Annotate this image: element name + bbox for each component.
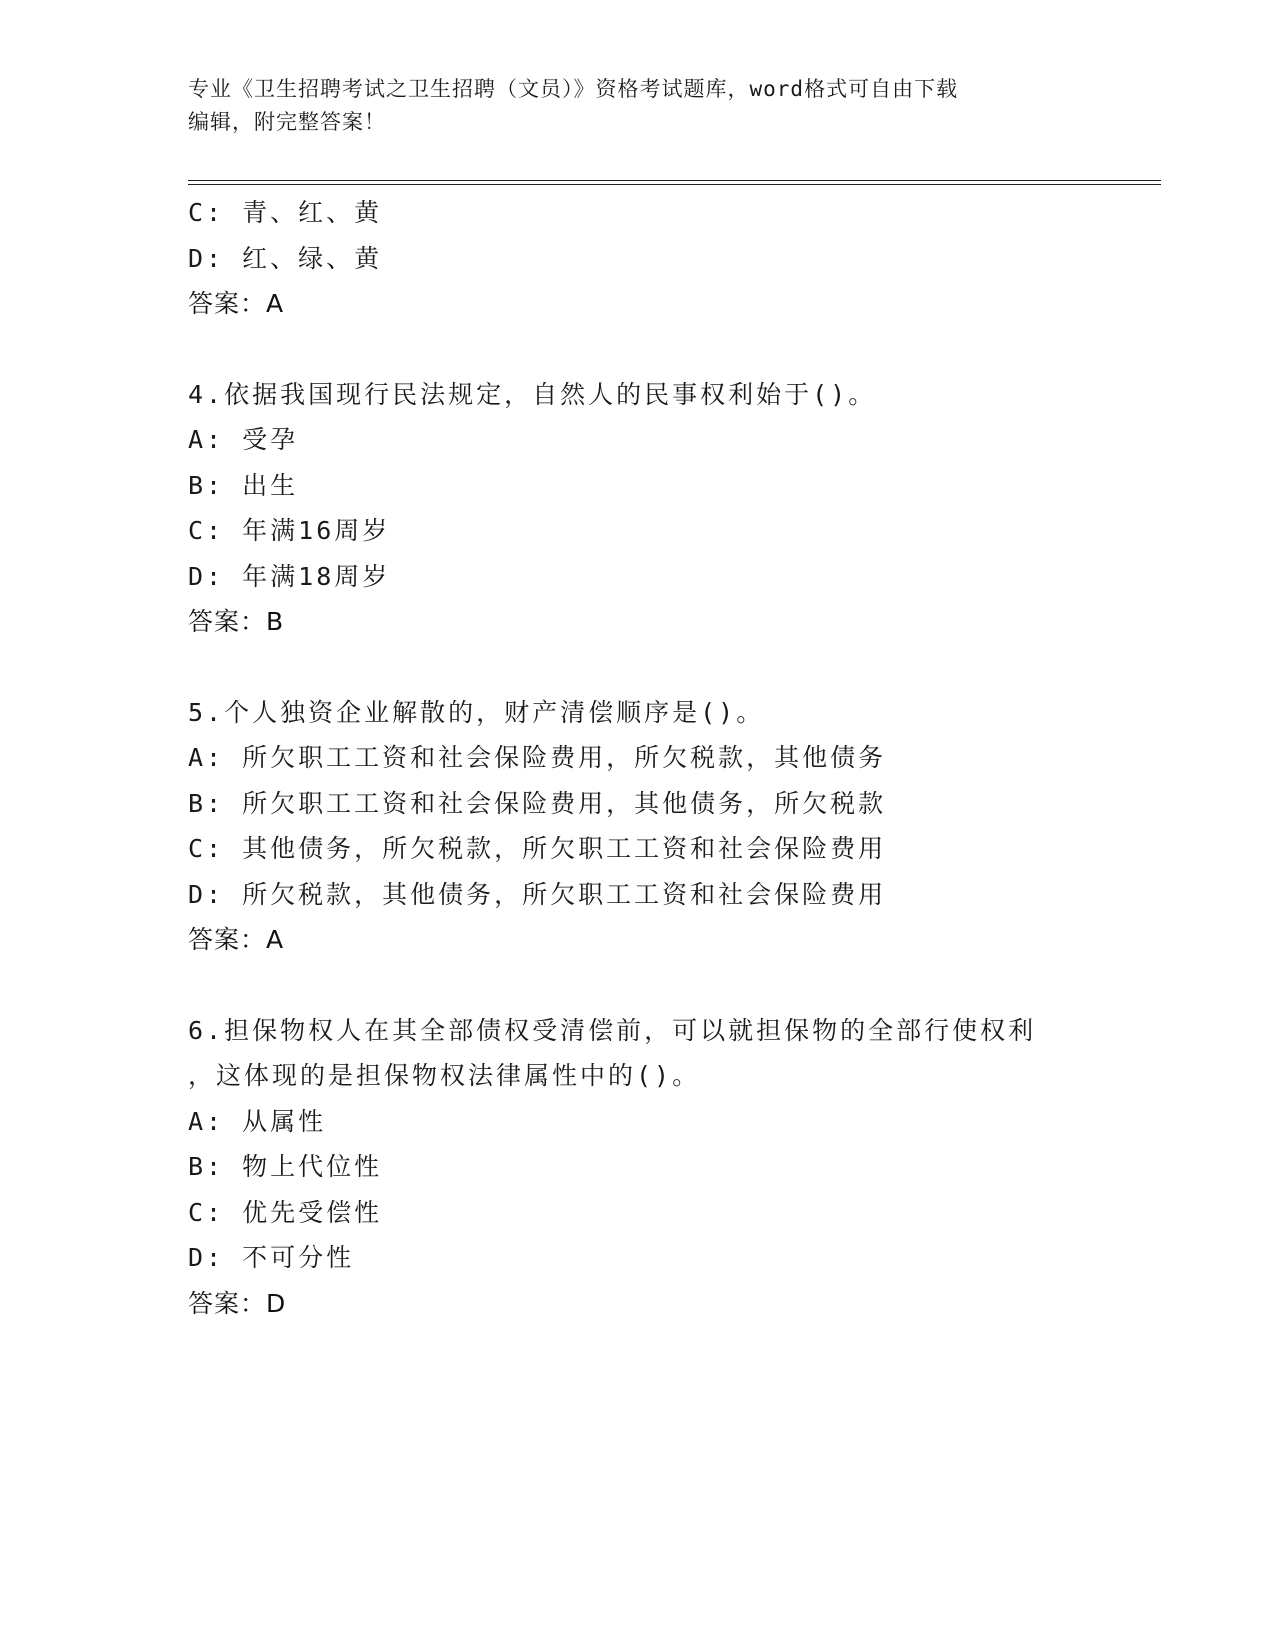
question-3-block <box>188 190 1168 327</box>
question-3-option-c: C: 青、红、黄 <box>188 198 383 227</box>
spacer <box>188 645 1168 690</box>
question-content <box>188 190 1168 1326</box>
question-6-option-d: D: 不可分性 <box>188 1243 355 1272</box>
question-5-block <box>188 690 1168 963</box>
question-5-answer: 答案：A <box>188 925 285 954</box>
question-6-stem-line-1: 6.担保物权人在其全部债权受清偿前，可以就担保物的全部行使权利 <box>188 1015 1037 1045</box>
question-5-option-b: B: 所欠职工工资和社会保险费用，其他债务，所欠税款 <box>188 788 887 818</box>
question-4-block <box>188 372 1168 645</box>
question-4-option-d: D: 年满18周岁 <box>188 561 391 591</box>
question-3-answer: 答案：A <box>188 289 285 318</box>
question-6-block <box>188 1008 1168 1327</box>
question-4-option-c: C: 年满16周岁 <box>188 516 391 545</box>
header-divider-bottom <box>188 184 1161 185</box>
question-6-option-a: A: 从属性 <box>188 1106 327 1136</box>
question-3-option-d: D: 红、绿、黄 <box>188 243 383 273</box>
spacer <box>188 327 1168 372</box>
question-6-option-c: C: 优先受偿性 <box>188 1197 383 1227</box>
question-6-answer: 答案：D <box>188 1288 287 1318</box>
question-6-stem-line-2: ，这体现的是担保物权法律属性中的()。 <box>188 1061 701 1090</box>
question-5-option-c: C: 其他债务，所欠税款，所欠职工工资和社会保险费用 <box>188 834 887 863</box>
question-5-stem: 5.个人独资企业解散的，财产清偿顺序是()。 <box>188 697 765 727</box>
spacer <box>188 963 1168 1008</box>
question-4-stem: 4.依据我国现行民法规定，自然人的民事权利始于()。 <box>188 379 877 409</box>
header-divider-top <box>188 180 1161 181</box>
header-title-line-1: 专业《卫生招聘考试之卫生招聘（文员）》资格考试题库，word格式可自由下载 <box>188 77 959 101</box>
question-6-option-b: B: 物上代位性 <box>188 1152 383 1181</box>
document-header <box>188 73 1088 139</box>
question-4-option-a: A: 受孕 <box>188 425 299 454</box>
question-4-option-b: B: 出生 <box>188 470 299 500</box>
question-5-option-a: A: 所欠职工工资和社会保险费用，所欠税款，其他债务 <box>188 743 887 772</box>
question-4-answer: 答案：B <box>188 607 285 636</box>
question-5-option-d: D: 所欠税款，其他债务，所欠职工工资和社会保险费用 <box>188 879 887 909</box>
header-title-line-2: 编辑，附完整答案！ <box>188 110 386 134</box>
